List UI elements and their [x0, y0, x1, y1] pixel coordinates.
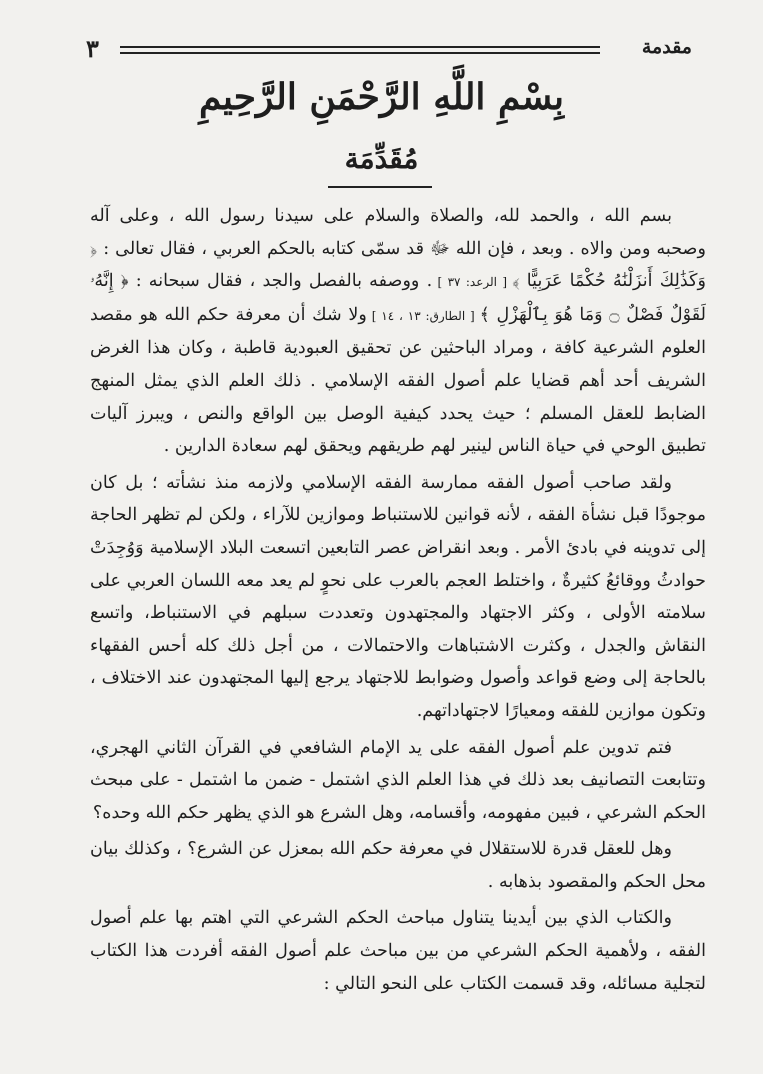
header-rule-top [120, 46, 600, 48]
paragraph-3: فتم تدوين علم أصول الفقه على يد الإمام الشافعي في القرآن الثاني الهجري، وتتابعت التصانيف بعد ذلك في هذا العلم الذي اشتمل - ضمن ما اشتمل - على مبحث الحكم الشرعي ، فبين مفهومه، وأقسامه، وهل الشرع هو الذي يظهر حكم الله وحده؟ [90, 737, 706, 823]
paragraph-1 [90, 200, 706, 463]
paragraph-5: والكتاب الذي بين أيدينا يتناول مباحث الحكم الشرعي التي اهتم بها علم أصول الفقه ، ولأهمية الحكم الشرعي من بين مباحث علم أصول الفقه أفردت هذا الكتاب لتجلية مسائله، وقد قسمت الكتاب على النحو التالي : [90, 908, 706, 994]
quran-reference-tariq: [ الطارق: ١٣ ، ١٤ ] [366, 308, 480, 323]
page-title: مُقَدِّمَة [344, 142, 419, 175]
title-underline [328, 186, 432, 188]
paragraph-1-part-1: بسم الله ، والحمد لله، والصلاة والسلام على سيدنا رسول الله ، وعلى آله وصحبه ومن والاه . وبعد ، فإن الله ﷻ قد سمّى كتابه بالحكم العربي ، فقال تعالى : ﴿ وَكَذَٰلِكَ أَنزَلْنَٰهُ حُكْمًا عَرَبِيًّا ﴾ [90, 206, 706, 292]
paragraph-1-part-2: . ووصفه بالفصل والجد ، فقال سبحانه : ﴿ إِنَّهُۥ لَقَوْلٌ فَصْلٌ ۝ وَمَا هُوَ بِٱلْهَزْلِ ﴾ [90, 271, 707, 325]
basmala-heading: بِسْمِ اللَّهِ الرَّحْمَنِ الرَّحِيمِ [198, 76, 565, 118]
paragraph-4: وهل للعقل قدرة للاستقلال في معرفة حكم الله بمعزل عن الشرع؟ ، وكذلك بيان محل الحكم والمقصود بذهابه . [90, 839, 706, 892]
header-rule-bottom [120, 52, 600, 54]
paragraph-1-part-3: ولا شك أن معرفة حكم الله هو مقصد العلوم الشرعية كافة ، ومراد الباحثين عن تحقيق العبودية قاطبة ، وكان هذا الغرض الشريف أحد أهم قضايا علم أصول الفقه الإسلامي . ذلك العلم الذي يمثل المنهج الضابط للعقل المسلم ؛ حيث يحدد كيفية الوصل بين الواقع والنص ، ويبرز آليات تطبيق الوحي في حياة الناس لينير لهم طريقهم ويحقق لهم سعادة الدارين . [90, 304, 706, 457]
paragraph-2: ولقد صاحب أصول الفقه ممارسة الفقه الإسلامي ولازمه منذ نشأته ؛ بل كان موجودًا قبل نشأة الفقه ، لأنه قوانين للاستنباط وموازين للآراء ، ولكن لم تظهر الحاجة إلى تدوينه في بادئ الأمر . وبعد انقراض عصر التابعين اتسعت البلاد الإسلامية وَوُجِدَتْ حوادثُ ووقائعُ كثيرةٌ ، واختلط العجم بالعرب على نحوٍ لم يعد معه اللسان العربي على سلامته الأولى ، وكثر الاجتهاد والمجتهدون وتعددت سبلهم في الاستنباط، واتسع النقاش والجدل ، وكثرت الاشتباهات والاحتمالات ، من أجل ذلك كله أحس الفقهاء بالحاجة إلى وضع قواعد وأصول وضوابط للاجتهاد يرجع إليها المجتهدون عند الاختلاف ، وتكون موازين للفقه ومعيارًا لاجتهاداتهم. [90, 472, 706, 721]
body-text [90, 200, 706, 1000]
quran-reference-raad: [ الرعد: ٣٧ ] [432, 275, 513, 290]
page-header [80, 36, 692, 62]
page-number: ٣ [86, 34, 99, 63]
running-title: مقدمة [641, 36, 692, 58]
